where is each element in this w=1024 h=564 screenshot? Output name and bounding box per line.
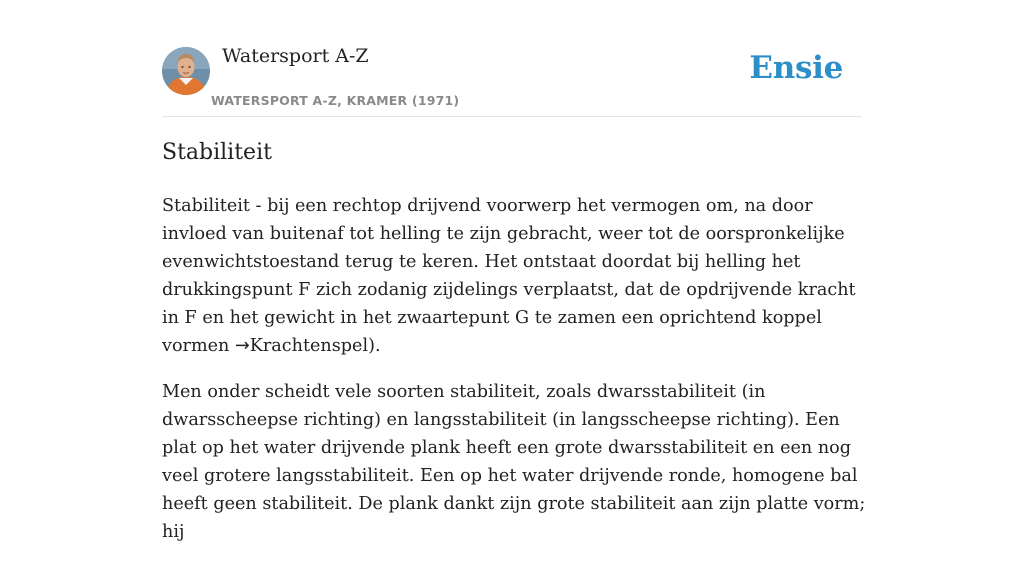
entry-title: Stabiliteit (162, 140, 272, 165)
avatar[interactable] (162, 47, 210, 95)
source-title[interactable]: Watersport A-Z (222, 45, 369, 67)
paragraph-1 (162, 192, 872, 360)
content-column (162, 0, 866, 542)
header (162, 0, 862, 117)
cross-reference-link[interactable]: Krachtenspel (249, 336, 369, 356)
source-subtitle[interactable]: WATERSPORT A-Z, KRAMER (1971) (211, 93, 460, 108)
paragraph-2: Men onder scheidt vele soorten stabiliteit, zoals dwarsstabiliteit (in dwarsscheepse richting) en langsstabiliteit (in langsscheepse richting). Een plat op het water drijvende plank heeft een grote dwarsstabiliteit en een nog veel grotere langsstabiliteit. Een op het water drijvende ronde, homogene bal heeft geen stabiliteit. De plank dankt zijn grote stabiliteit aan zijn platte vorm; hij (162, 382, 866, 542)
paragraph-1-end: ). (368, 336, 381, 356)
entry-body (162, 192, 872, 564)
arrow-icon: → (234, 336, 250, 356)
brand-logo[interactable]: Ensie (749, 50, 843, 86)
paragraph-1-text: Stabiliteit - bij een rechtop drijvend voorwerp het vermogen om, na door invloed van buitenaf tot helling te zijn gebracht, weer tot de oorspronkelijke evenwichtstoestand terug te keren. Het ontstaat doordat bij helling het drukkingspunt F zich zodanig zijdelings verplaatst, dat de opdrijvende kracht in F en het gewicht in het zwaartepunt G te zamen een oprichtend koppel vormen (162, 196, 856, 356)
avatar-image (162, 47, 210, 95)
